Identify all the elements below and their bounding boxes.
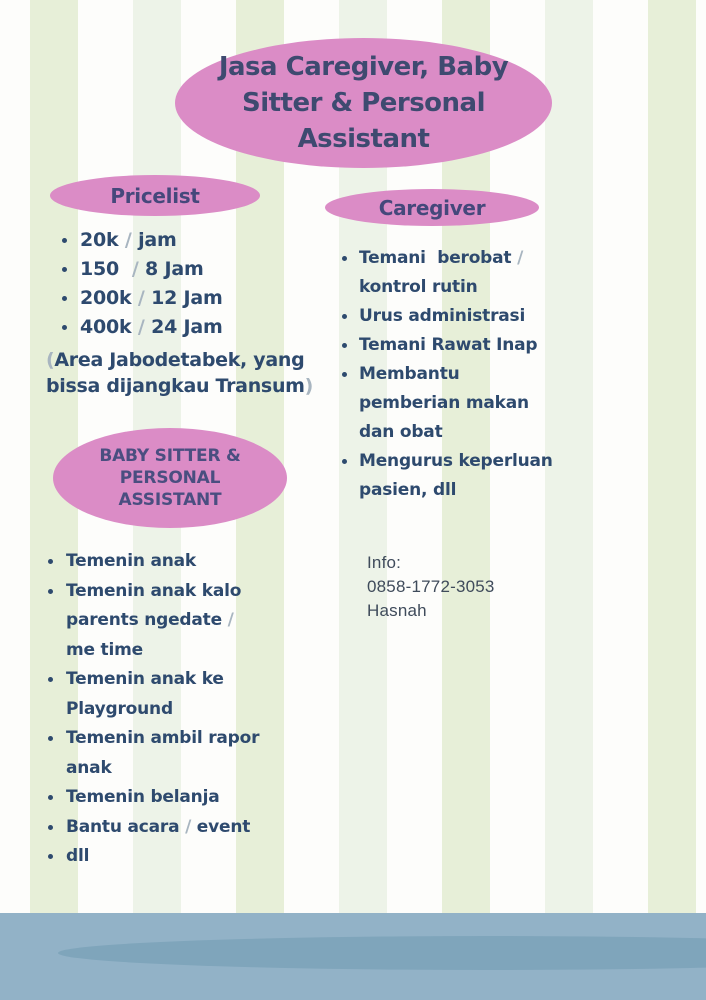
- contact-phone: 0858-1772-3053: [367, 577, 495, 596]
- list-item: [62, 284, 322, 313]
- list-item: [48, 842, 266, 872]
- caregiver-items: [342, 244, 562, 505]
- title-line: Assistant: [297, 124, 430, 154]
- bullet-icon: [62, 325, 67, 330]
- area-note: (Area Jabodetabek, yang bissa dijangkau Transum): [46, 349, 314, 397]
- list-item-text: Temenin anak ke Playground: [66, 669, 230, 719]
- caregiver-heading: Caregiver: [378, 195, 486, 220]
- list-item-text: Temenin anak kalo parents ngedate / me time: [66, 580, 247, 660]
- bullet-icon: [62, 267, 67, 272]
- pricelist-items: [62, 226, 322, 342]
- list-item: [62, 255, 322, 284]
- list-item: [342, 302, 562, 331]
- list-item-text: Membantu pemberian makan dan obat: [359, 364, 535, 442]
- bullet-icon: [48, 559, 53, 564]
- contact-name: Hasnah: [367, 601, 427, 620]
- contact-label: Info:: [367, 553, 402, 572]
- list-item: [48, 783, 266, 813]
- list-item-text: dll: [66, 846, 90, 866]
- pricelist-heading-badge: [50, 175, 260, 216]
- list-item-text: 400k / 24 Jam: [80, 316, 223, 338]
- bullet-icon: [48, 795, 53, 800]
- list-item: [342, 360, 562, 447]
- title-line: Jasa Caregiver, Baby: [218, 52, 509, 82]
- bullet-icon: [62, 296, 67, 301]
- list-item: [48, 577, 266, 666]
- caregiver-heading-badge: [325, 189, 539, 226]
- bullet-icon: [48, 736, 53, 741]
- list-item-text: Bantu acara / event: [66, 816, 251, 837]
- babysitter-heading: [99, 445, 240, 511]
- babysitter-items: [48, 547, 266, 872]
- list-item-text: 200k / 12 Jam: [80, 287, 223, 309]
- list-item: [342, 447, 562, 505]
- bullet-icon: [342, 372, 347, 377]
- title-badge: [175, 38, 552, 168]
- list-item: [62, 313, 322, 342]
- list-item: [342, 244, 562, 302]
- bullet-icon: [48, 825, 53, 830]
- list-item-text: Temani berobat / kontrol rutin: [359, 248, 529, 297]
- list-item: [48, 813, 266, 843]
- list-item-text: Temenin belanja: [66, 787, 220, 807]
- bullet-icon: [342, 459, 347, 464]
- pricelist-heading: Pricelist: [110, 183, 200, 208]
- bullet-icon: [342, 256, 347, 261]
- bullet-icon: [62, 238, 67, 243]
- list-item-text: Temani Rawat Inap: [359, 335, 538, 355]
- bullet-icon: [48, 677, 53, 682]
- bottom-wave-band: [0, 913, 706, 1000]
- flyer-title: [219, 49, 508, 157]
- list-item: [48, 547, 266, 577]
- list-item-text: Temenin anak: [66, 551, 197, 571]
- list-item-text: Urus administrasi: [359, 306, 526, 326]
- babysitter-heading-badge: [53, 428, 287, 528]
- bullet-icon: [342, 343, 347, 348]
- bullet-icon: [48, 589, 53, 594]
- list-item-text: 20k / jam: [80, 229, 177, 251]
- babysitter-heading-line: ASSISTANT: [118, 490, 222, 510]
- list-item-text: 150 / 8 Jam: [80, 258, 204, 280]
- babysitter-heading-line: BABY SITTER &: [99, 446, 241, 466]
- list-item: [48, 724, 266, 783]
- contact-info: [367, 551, 495, 623]
- list-item-text: Mengurus keperluan pasien, dll: [359, 451, 559, 500]
- title-line: Sitter & Personal: [241, 88, 486, 118]
- list-item: [48, 665, 266, 724]
- list-item: [62, 226, 322, 255]
- list-item: [342, 331, 562, 360]
- bullet-icon: [48, 854, 53, 859]
- babysitter-heading-line: PERSONAL: [119, 468, 221, 488]
- bottom-wave-ellipse: [58, 936, 706, 970]
- bullet-icon: [342, 314, 347, 319]
- list-item-text: Temenin ambil rapor anak: [66, 728, 265, 778]
